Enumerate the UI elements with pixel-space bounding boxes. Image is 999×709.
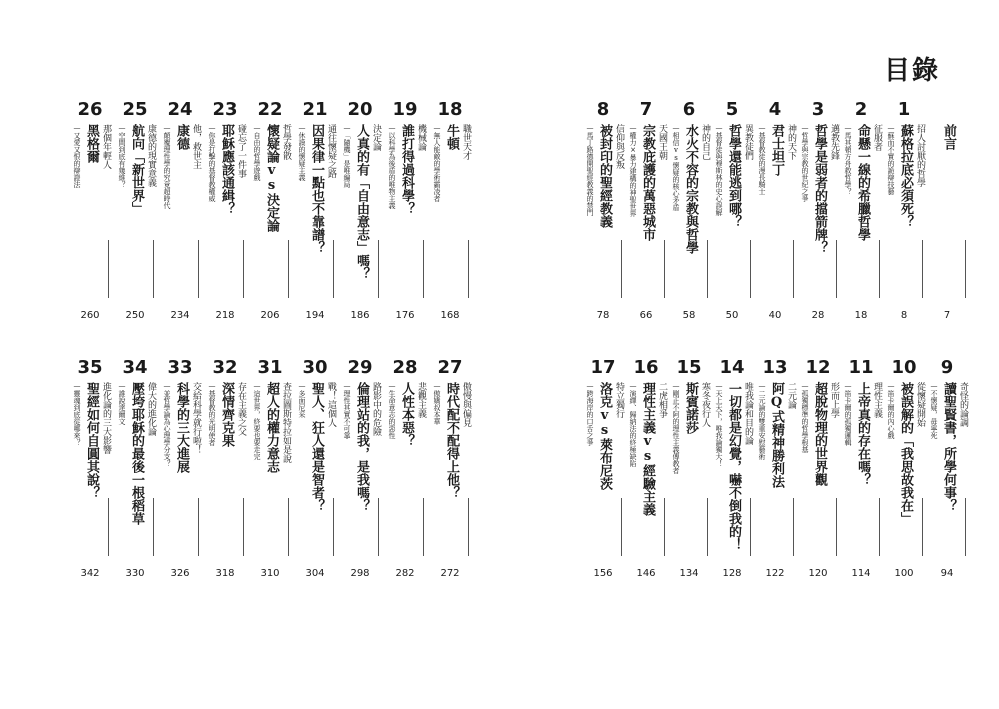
chapter-kicker: 通往懷疑之路 [326, 124, 336, 178]
page-number: 330 [125, 568, 145, 579]
chapter-kicker: 神的自己 [700, 124, 710, 160]
page-number: 310 [260, 568, 280, 579]
page-number: 100 [894, 568, 914, 579]
chapter-title: 聖人、狂人還是智者？ [309, 382, 324, 512]
chapter-title: 阿Q式精神勝利法 [769, 382, 784, 488]
chapter-subtitle: — 自由的哲學遊戲 [252, 124, 261, 181]
chapter-number: 23 [212, 99, 238, 120]
chapter-number: 15 [676, 357, 702, 378]
chapter-title: 康德 [174, 124, 189, 150]
page-number: 194 [305, 310, 325, 321]
chapter-number: 14 [719, 357, 745, 378]
chapter-kicker: 機械論 [416, 124, 426, 151]
chapter-kicker: 奇怪的論調 [958, 382, 968, 427]
chapter-subtitle: — 天上天下，唯我論獨大！ [714, 382, 723, 467]
chapter-kicker: 進化論的三大影響 [101, 382, 111, 454]
chapter-title: 被誤解的「我思故我在」 [898, 382, 913, 525]
chapter-kicker: 查拉圖斯特拉如是說 [281, 382, 291, 463]
page-number: 94 [940, 568, 954, 579]
chapter-subtitle: — 基督教徒的漫長騎士 [757, 124, 766, 195]
chapter-title: 洛克vs萊布尼茨 [597, 382, 612, 490]
chapter-subtitle: — 二元論的雙重安慰藝術 [757, 382, 766, 460]
chapter-number: 8 [596, 99, 610, 120]
page-title: 目錄 [884, 56, 941, 86]
chapter-kicker: 特立獨行 [614, 382, 624, 418]
page-number: 40 [768, 310, 782, 321]
chapter-kicker: 信仰與反叛 [614, 124, 624, 169]
toc-entry[interactable] [422, 100, 478, 332]
chapter-title: 壓垮耶穌的最後一根稻草 [129, 382, 144, 525]
chapter-title: 一切都是幻覺，嚇不倒我的！ [726, 382, 741, 551]
chapter-number: 5 [725, 99, 739, 120]
chapter-title: 因果律一點也不靠譜？ [309, 124, 324, 254]
chapter-kicker: 唯我論和目的論 [743, 382, 753, 445]
chapter-number: 16 [633, 357, 659, 378]
chapter-kicker: 從懷疑開始 [915, 382, 925, 427]
chapter-kicker: 神的天下 [786, 124, 796, 160]
chapter-kicker: 康德的現實意義 [146, 124, 156, 187]
chapter-number: 30 [302, 357, 328, 378]
chapter-number: 35 [77, 357, 103, 378]
chapter-kicker: 二虎相爭 [657, 382, 667, 418]
chapter-number: 13 [762, 357, 788, 378]
chapter-kicker: 寒冬夜行人 [700, 382, 710, 427]
chapter-title: 上帝真的存在嗎？ [855, 382, 870, 486]
chapter-kicker: 哲學發散 [281, 124, 291, 160]
chapter-kicker: 傲慢與偏見 [461, 382, 471, 427]
page-number: 250 [125, 310, 145, 321]
chapter-title: 理性主義vs經驗主義 [640, 382, 655, 516]
chapter-subtitle: — 空間到底有幾維？ [117, 124, 126, 188]
chapter-title: 懷疑論vs決定論 [264, 124, 279, 232]
chapter-number: 7 [639, 99, 653, 120]
page-number: 342 [80, 568, 100, 579]
page-number: 304 [305, 568, 325, 579]
chapter-number: 32 [212, 357, 238, 378]
chapter-kicker: 悲觀主義 [416, 382, 426, 418]
chapter-number: 4 [768, 99, 782, 120]
chapter-title: 倫理站的我，是我嗎？ [354, 382, 369, 512]
chapter-number: 31 [257, 357, 283, 378]
chapter-kicker: 二元論 [786, 382, 796, 409]
chapter-subtitle: — 休謨的懷疑主義 [297, 124, 306, 181]
page-number: 234 [170, 310, 190, 321]
page-number: 186 [350, 310, 370, 321]
chapter-title: 時代配不配得上他？ [444, 382, 459, 499]
chapter-title: 黑格爾 [84, 124, 99, 163]
chapter-number: 17 [590, 357, 616, 378]
chapter-kicker: 理性主義 [872, 382, 882, 418]
page-number: 176 [395, 310, 415, 321]
chapter-title: 航向「新世界」 [129, 124, 144, 215]
page-number: 50 [725, 310, 739, 321]
page-number: 120 [808, 568, 828, 579]
page-number: 7 [943, 310, 951, 321]
chapter-number: 25 [122, 99, 148, 120]
chapter-kicker: 天國王朝 [657, 124, 667, 160]
chapter-number: 26 [77, 99, 103, 120]
chapter-subtitle: — 馬丁路德開聖經教義的禁門 [585, 124, 594, 216]
chapter-subtitle: — 蘇而不實的詭辯技藝 [886, 124, 895, 195]
page-number: 318 [215, 568, 235, 579]
page-number: 260 [80, 310, 100, 321]
chapter-kicker: 交給科學就行啦！ [191, 382, 201, 454]
chapter-title: 耶穌應該通緝？ [219, 124, 234, 215]
chapter-subtitle: — 誰說達爾文 [117, 382, 126, 425]
chapter-number: 28 [392, 357, 418, 378]
chapter-kicker: 碰忘了一件事 [236, 124, 246, 178]
chapter-kicker: 征服者 [872, 124, 882, 151]
chapter-number: 12 [805, 357, 831, 378]
chapter-subtitle: — 「隨機」是唯編局 [342, 124, 351, 188]
page-number: 28 [811, 310, 825, 321]
chapter-title: 超脫物理的世界觀 [812, 382, 827, 486]
chapter-number: 11 [848, 357, 874, 378]
page-number: 122 [765, 568, 785, 579]
page-number: 8 [900, 310, 908, 321]
chapter-subtitle: — 以科學為後盾的唯物主義 [387, 124, 396, 209]
chapter-number: 20 [347, 99, 373, 120]
chapter-kicker: 招人討厭的哲學 [915, 124, 925, 187]
chapter-title: 哲學是弱者的擋箭牌？ [812, 124, 827, 254]
chapter-subtitle: — 這世界，終要也要走完 [252, 382, 261, 460]
chapter-title: 深情齊克果 [219, 382, 234, 447]
chapter-title: 君士坦丁 [769, 124, 784, 176]
page-number: 58 [682, 310, 696, 321]
chapter-title: 斯賓諾莎 [683, 382, 698, 434]
chapter-number: 9 [940, 357, 954, 378]
page-number: 146 [636, 568, 656, 579]
page-number: 326 [170, 568, 190, 579]
chapter-kicker: 決定論 [371, 124, 381, 151]
page-number: 114 [851, 568, 871, 579]
chapter-subtitle: — 權力×暴力建構的神聖世界 [628, 124, 637, 217]
chapter-kicker: 職世天才 [461, 124, 471, 160]
chapter-kicker: 存在主義之父 [236, 382, 246, 436]
chapter-kicker: 偉大的進化論 [146, 382, 156, 436]
chapter-number: 29 [347, 357, 373, 378]
chapter-title: 誰打得過科學？ [399, 124, 414, 215]
chapter-kicker: 那個年輕人 [101, 124, 111, 169]
chapter-number: 10 [891, 357, 917, 378]
leader-line [965, 498, 966, 556]
chapter-subtitle: — 跨海岸的口舌之爭 [585, 382, 594, 446]
chapter-subtitle: — 多面尼采 [297, 382, 306, 418]
leader-line [468, 498, 469, 556]
chapter-title: 水火不容的宗教與哲學 [683, 124, 698, 254]
chapter-title: 牛頓 [444, 124, 459, 150]
chapter-title: 哲學還能逃到哪？ [726, 124, 741, 228]
chapter-number: 2 [854, 99, 868, 120]
chapter-title: 人真的有「自由意志」嗎？ [354, 124, 369, 280]
chapter-number: 6 [682, 99, 696, 120]
chapter-title: 被封印的聖經教義 [597, 124, 612, 228]
chapter-subtitle: — 基督徒與穆斯林的史心誤解 [714, 124, 723, 216]
chapter-subtitle: — 並哲學論為心理學分支？ [162, 382, 171, 467]
chapter-subtitle: — 又愛又恨的辯證法 [72, 124, 81, 188]
leader-line [468, 240, 469, 298]
chapter-number: 1 [897, 99, 911, 120]
chapter-subtitle: — 馬其頓方舟救哲學？ [843, 124, 852, 195]
page-number: 128 [722, 568, 742, 579]
page-number: 78 [596, 310, 610, 321]
toc-entry[interactable] [919, 100, 975, 332]
chapter-kicker: 路影中的危險 [371, 382, 381, 436]
chapter-subtitle: — 無人能敵的學術霸凌者 [432, 124, 441, 202]
chapter-number: 3 [811, 99, 825, 120]
chapter-subtitle: — 顛覆理性學的究竟超時代 [162, 124, 171, 209]
chapter-subtitle: — 生命意志的惡性 [387, 382, 396, 439]
chapter-title: 人性本惡？ [399, 382, 414, 447]
chapter-number: 18 [437, 99, 463, 120]
chapter-title: 蘇格拉底必須死？ [898, 124, 913, 228]
page-number: 298 [350, 568, 370, 579]
chapter-subtitle: — 哲學與宗教的世紀之爭 [800, 124, 809, 202]
chapter-subtitle: — 你是打擊的基督教權威 [207, 124, 216, 202]
chapter-subtitle: — 理性其實不可靠 [342, 382, 351, 439]
page-number: 272 [440, 568, 460, 579]
chapter-kicker: 邁教先鋒 [829, 124, 839, 160]
page-number: 66 [639, 310, 653, 321]
toc-entry[interactable] [422, 358, 478, 590]
chapter-number: 34 [122, 357, 148, 378]
page-number: 156 [593, 568, 613, 579]
chapter-kicker: 形而上學 [829, 382, 839, 418]
page-number: 18 [854, 310, 868, 321]
toc-entry[interactable] [919, 358, 975, 590]
chapter-number: 22 [257, 99, 283, 120]
chapter-subtitle: — 相信vs懷疑的核心矛盾 [671, 124, 680, 211]
chapter-subtitle: — 基督教的光明使者 [207, 382, 216, 446]
chapter-title: 超人的權力意志 [264, 382, 279, 473]
chapter-subtitle: — 不懷疑，毋寧死 [929, 382, 938, 439]
chapter-title: 聖經如何自圓其說？ [84, 382, 99, 499]
chapter-subtitle: — 孤獨標準的哲學根基 [800, 382, 809, 453]
chapter-subtitle: — 剛正不阿的理性主義傳教者 [671, 382, 680, 474]
chapter-number: 19 [392, 99, 418, 120]
chapter-subtitle: — 笛卡爾的孤獨邏輯 [843, 382, 852, 446]
page-number: 206 [260, 310, 280, 321]
chapter-title: 科學的三大進展 [174, 382, 189, 473]
chapter-subtitle: — 靈魂到底從哪來？ [72, 382, 81, 446]
chapter-kicker: 戰！這個人 [326, 382, 336, 427]
chapter-title: 前言 [941, 124, 956, 150]
page-number: 168 [440, 310, 460, 321]
chapter-subtitle: — 傲嬌叔本華 [432, 382, 441, 425]
chapter-number: 27 [437, 357, 463, 378]
chapter-kicker: 他，救世主 [191, 124, 201, 169]
page-number: 218 [215, 310, 235, 321]
chapter-kicker: 異教徒們 [743, 124, 753, 160]
chapter-title: 讀聖賢書，所學何事？ [941, 382, 956, 512]
chapter-number: 33 [167, 357, 193, 378]
chapter-subtitle: — 笛卡爾的內心戲 [886, 382, 895, 439]
chapter-subtitle: — 演繹、歸納法的終極缺陷 [628, 382, 637, 467]
chapter-number: 24 [167, 99, 193, 120]
chapter-title: 宗教庇護的萬惡城市 [640, 124, 655, 241]
chapter-number: 21 [302, 99, 328, 120]
chapter-title: 命懸一線的希臘哲學 [855, 124, 870, 241]
leader-line [965, 240, 966, 298]
page-number: 282 [395, 568, 415, 579]
page-number: 134 [679, 568, 699, 579]
